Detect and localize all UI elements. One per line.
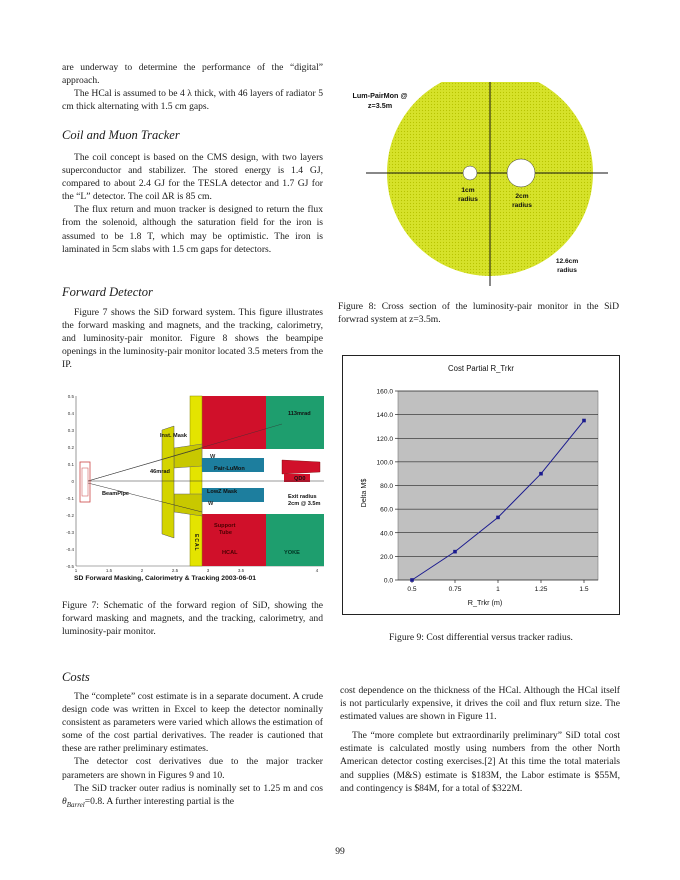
chart-x-tick-label: 1.5	[579, 586, 589, 593]
hcal-region-top	[202, 396, 266, 449]
label-lowz-mask: LowZ Mask	[207, 489, 238, 495]
label-qd0: QD0	[294, 476, 306, 482]
fig7-xtick: 2.5	[171, 568, 179, 573]
figure-9-chart	[342, 355, 620, 615]
fig7-xtick: 3	[206, 568, 210, 573]
fig7-title: SD Forward Masking, Calorimetry & Tracking 2003-06-01	[74, 575, 257, 582]
label-w-top: W	[210, 454, 216, 460]
chart-data-point	[539, 472, 543, 476]
chart-x-tick-label: 0.75	[448, 586, 462, 593]
label-support: Support	[214, 523, 236, 529]
heading-costs: Costs	[62, 670, 90, 684]
chart-y-tick-label: 0.0	[383, 577, 393, 585]
chart-title: Cost Partial R_Trkr	[448, 364, 514, 373]
chart-y-tick-label: 60.0	[380, 506, 393, 514]
w-mask-bottom	[174, 494, 202, 516]
label-hcal: HCAL	[222, 550, 238, 556]
paragraph-costs-1: The “complete” cost estimate is in a separate document. A crude design code was written in Excel to keep the detector nominally consistent as parameters were varied which allows the estimation of some of the cost partial derivatives. The reader is cautioned that these are rather preliminary estimates.	[62, 691, 323, 755]
theta-symbol: θ	[62, 795, 67, 807]
label-exit-radius: Exit radius	[288, 494, 317, 500]
figure-9-caption: Figure 9: Cost differential versus tracker radius.	[389, 632, 573, 643]
hole1-label-2: radius	[458, 196, 478, 203]
heading-coil-muon: Coil and Muon Tracker	[62, 128, 180, 142]
fig7-xtick: 1.5	[105, 568, 113, 573]
hcal-region	[202, 514, 266, 566]
inst-mask	[162, 426, 174, 538]
chart-y-tick-label: 100.0	[376, 459, 393, 467]
label-pair-lumon: Pair-LuMon	[214, 466, 245, 472]
fig7-ytick: -0.4	[66, 547, 74, 552]
chart-data-point	[496, 516, 500, 520]
outer-radius-label-2: radius	[557, 267, 577, 274]
chart-y-tick-label: 80.0	[380, 483, 393, 490]
yoke-region	[266, 514, 324, 566]
paragraph-costs-right-1: cost dependence on the thickness of the HCal. Although the HCal itself is not particularly expensive, it drives the coil and flux return size. The estimated values are shown in Figure 11.	[340, 685, 620, 723]
fig7-xtick: 4	[315, 568, 319, 573]
w-mask-top	[174, 444, 202, 468]
costs-3-text-b: =0.8. A further interesting partial is the	[84, 795, 235, 807]
paragraph-coil: The coil concept is based on the CMS design, with two layers superconductor and stabilizer. The stored energy is 1.4 GJ, compared to about 2.4 GJ for the TESLA detector and 1.7 GJ for the “L” detector. The coil ΔR is 85 cm.	[62, 152, 323, 203]
outer-radius-label: 12.6cm	[555, 258, 579, 265]
figure-7-caption: Figure 7: Schematic of the forward region of SiD, showing the forward masking and magnets, and the tracking, calorimetry, and luminosity-pair monitor.	[62, 600, 323, 638]
fig7-ytick: 0.5	[67, 394, 74, 399]
fig7-xtick: 1	[74, 568, 78, 573]
fig7-ytick: -0.3	[66, 530, 74, 535]
chart-y-tick-label: 20.0	[380, 553, 393, 561]
label-ecal: ECAL	[193, 534, 199, 552]
forward-section-text	[62, 306, 323, 371]
chart-y-tick-label: 40.0	[380, 530, 393, 538]
label-46mrad: 46mrad	[150, 469, 170, 475]
figure-8-caption: Figure 8: Cross section of the luminosity-pair monitor in the SiD forwrad system at z=3.5m.	[338, 301, 619, 326]
hole2-label: 2cm	[515, 193, 529, 200]
chart-data-point	[410, 578, 414, 582]
label-w-bottom: W	[208, 501, 214, 507]
fig7-ytick: 0	[71, 479, 74, 484]
fig7-ytick: -0.1	[66, 496, 74, 501]
paragraph-flux: The flux return and muon tracker is designed to return the flux from the solenoid, although the saturation field for the iron is assumed to be 1.8 T, which may be optimistic. The iron is laminated in 5cm slabs with 1.5 cm gaps for detectors.	[62, 204, 323, 255]
theta-subscript: Barrel	[66, 800, 85, 809]
figure-7-schematic	[62, 388, 328, 608]
paragraph-hcal: The HCal is assumed to be 4 λ thick, with 46 layers of radiator 5 cm thick alternating with 1.5 cm gaps.	[62, 88, 323, 113]
figure-8-lumpairmon	[346, 82, 610, 288]
heading-forward-detector: Forward Detector	[62, 285, 153, 299]
hole1-label: 1cm	[461, 187, 475, 194]
fig7-ytick: -0.2	[66, 513, 74, 518]
label-yoke: YOKE	[284, 550, 300, 556]
chart-y-label: Delta M$	[359, 478, 368, 508]
hole-1cm	[463, 166, 477, 180]
costs-left-text	[62, 690, 323, 812]
fig7-ytick: 0.3	[67, 428, 74, 433]
chart-data-point	[582, 419, 586, 423]
fig8-title: Lum-PairMon @	[352, 91, 408, 100]
label-beampipe: BeamPipe	[102, 491, 130, 497]
chart-x-tick-label: 0.5	[407, 586, 417, 593]
fig7-xtick: 2	[140, 568, 144, 573]
chart-x-tick-label: 1	[496, 586, 500, 593]
paragraph-costs-right-2: The “more complete but extraordinarily preliminary” SiD total cost estimate is calculated mostly using numbers from the other North American detector costing exercises.[2] At this time the total materials and supplies (M&S) estimate is $183M, the Labor estimate is $55M, and contingency is $84M, for a total of $322M.	[340, 730, 620, 794]
fig8-title-2: z=3.5m	[367, 101, 393, 110]
chart-data-point	[453, 550, 457, 554]
chart-x-tick-label: 1.25	[534, 586, 548, 593]
fig7-xtick: 3.5	[237, 568, 245, 573]
fig7-ytick: 0.1	[67, 462, 74, 467]
chart-y-tick-label: 120.0	[376, 435, 393, 443]
label-inst-mask: Inst. Mask	[160, 433, 188, 439]
left-column-text	[62, 61, 323, 113]
fig7-ytick: -0.5	[66, 564, 74, 569]
chart-x-label: R_Trkr (m)	[467, 598, 503, 607]
hole-2cm	[507, 159, 535, 187]
fig7-ytick: 0.2	[67, 445, 74, 450]
hole2-label-2: radius	[512, 202, 532, 209]
paragraph-intro: are underway to determine the performance of the “digital” approach.	[62, 62, 323, 87]
label-113mrad: 113mrad	[288, 411, 311, 417]
costs-right-text	[340, 684, 620, 795]
paragraph-costs-2: The detector cost derivatives due to the major tracker parameters are shown in Figures 9 and 10.	[62, 756, 323, 781]
fig7-ytick: 0.4	[67, 411, 74, 416]
paragraph-forward: Figure 7 shows the SiD forward system. This figure illustrates the forward masking and magnets, and the tracking, calorimetry, and luminosity-pair monitor. Figure 8 shows the beampipe openings in the luminosity-pair monitor located 3.5 meters from the IP.	[62, 307, 323, 371]
costs-3-text-a: The SiD tracker outer radius is nominally set to 1.25 m and cos	[74, 782, 323, 794]
page-number: 99	[335, 846, 345, 857]
label-exit-radius-2: 2cm @ 3.5m	[288, 501, 321, 507]
yoke-region-top	[266, 396, 324, 449]
coil-section-text	[62, 151, 323, 256]
paragraph-costs-3	[62, 782, 323, 812]
label-support-2: Tube	[219, 530, 232, 536]
qd0-magnet	[282, 460, 320, 474]
chart-y-tick-label: 160.0	[376, 388, 393, 396]
chart-y-tick-label: 140.0	[376, 412, 393, 420]
